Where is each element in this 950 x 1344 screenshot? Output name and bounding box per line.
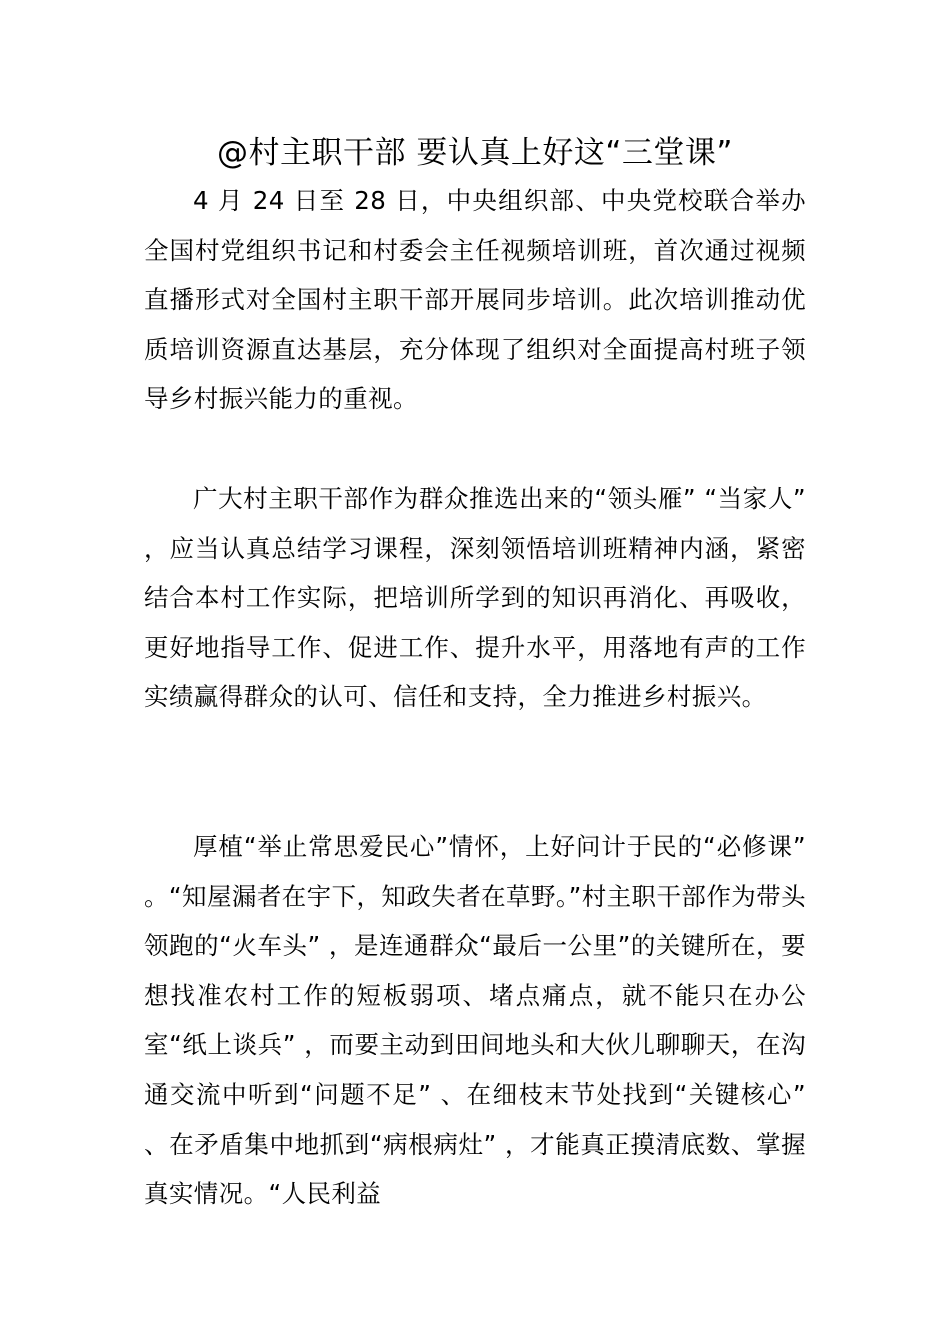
paragraph-1	[144, 176, 806, 424]
paragraph-2	[144, 474, 806, 722]
paragraph-text: 广大村主职干部作为群众推选出来的“领头雁” “当家人” ，应当认真总结学习课程，深刻领悟培训班精神内涵，紧密结合本村工作实际，把培训所学到的知识再消化、再吸收，更好地指导工作、促进工作、提升水平，用落地有声的工作实绩赢得群众的认可、信任和支持，全力推进乡村振兴。	[144, 484, 806, 712]
paragraph-3	[144, 822, 806, 1219]
document-title: @村主职干部 要认真上好这“三堂课”	[217, 135, 733, 171]
paragraph-text: 4 月 24 日至 28 日，中央组织部、中央党校联合举办全国村党组织书记和村委会主任视频培训班，首次通过视频直播形式对全国村主职干部开展同步培训。此次培训推动优质培训资源直达基层，充分体现了组织对全面提高村班子领导乡村振兴能力的重视。	[144, 186, 806, 414]
paragraph-text: 厚植“举止常思爱民心”情怀，上好问计于民的“必修课” 。“知屋漏者在宇下，知政失者在草野。”村主职干部作为带头领跑的“火车头” ，是连通群众“最后一公里”的关键所在，要想找准农村工作的短板弱项、堵点痛点，就不能只在办公室“纸上谈兵” ，而要主动到田间地头和大伙儿聊聊天，在沟通交流中听到“问题不足” 、在细枝末节处找到“关键核心” 、在矛盾集中地抓到“病根病灶” ，才能真正摸清底数、掌握真实情况。“人民利益	[144, 832, 806, 1209]
